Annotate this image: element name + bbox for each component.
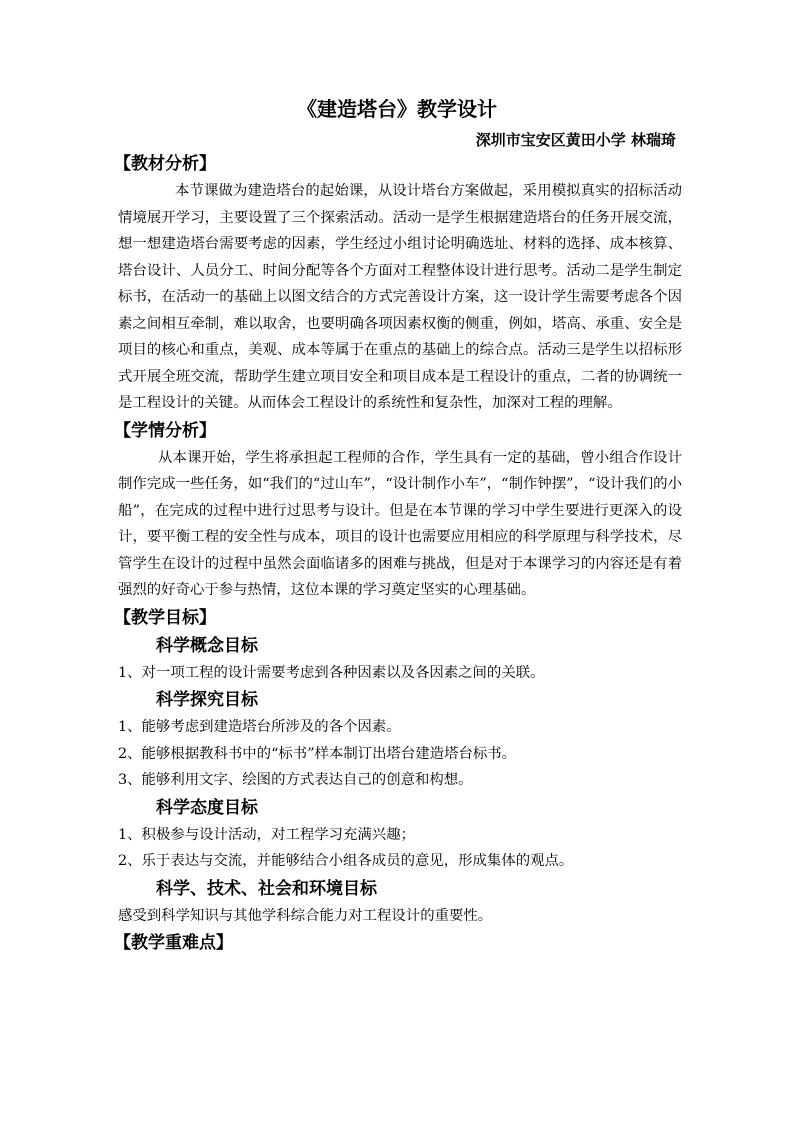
section-heading-materials: 【教材分析】 [114, 154, 216, 174]
subheading-attitude-goals: 科学态度目标 [156, 797, 258, 818]
list-item: 1、积极参与设计活动，对工程学习充满兴趣； [118, 826, 415, 843]
section-heading-keypoints: 【教学重难点】 [114, 933, 233, 953]
list-item: 2、乐于表达与交流，并能够结合小组各成员的意见，形成集体的观点。 [118, 853, 574, 869]
list-item: 3、能够利用文字、绘图的方式表达自己的创意和构想。 [118, 772, 473, 788]
list-item: 1、能够考虑到建造塔台所涉及的各个因素。 [118, 719, 401, 735]
section-heading-students: 【学情分析】 [114, 420, 216, 441]
author-line: 深圳市宝安区黄田小学 林瑞琦 [475, 131, 676, 149]
document-title: 《建造塔台》教学设计 [297, 97, 497, 121]
document-body [114, 150, 682, 957]
materials-paragraph: 本节课做为建造塔台的起始课，从设计塔台方案做起，采用模拟真实的招标活动情境展开学习，主要设置了三个探索活动。活动一是学生根据建造塔台的任务开展交流，想一想建造塔台需要考虑的因素，学生经过小组讨论明确选址、材料的选择、成本核算、塔台设计、人员分工、时间分配等各个方面对工程整体设计进行思考。活动二是学生制定标书，在活动一的基础上以图文结合的方式完善设计方案，这一设计学生需要考虑各个因素之间相互牵制，难以取舍，也要明确各项因素权衡的侧重，例如，塔高、承重、安全是项目的核心和重点，美观、成本等属于在重点的基础上的综合点。活动三是学生以招标形式开展全班交流，帮助学生建立项目安全和项目成本是工程设计的重点，二者的协调统一是工程设计的关键。从而体会工程设计的系统性和复杂性，加深对工程的理解。 [118, 183, 682, 411]
subheading-concept-goals: 科学概念目标 [156, 635, 258, 656]
list-item: 2、能够根据教科书中的“标书”样本制订出塔台建造塔台标书。 [118, 745, 517, 762]
subheading-inquiry-goals: 科学探究目标 [156, 690, 258, 710]
list-item: 感受到科学知识与其他学科综合能力对工程设计的重要性。 [118, 907, 493, 924]
list-item: 1、对一项工程的设计需要考虑到各种因素以及各因素之间的关联。 [118, 664, 545, 681]
subheading-sts-goals: 科学、技术、社会和环境目标 [156, 878, 377, 899]
section-heading-goals: 【教学目标】 [114, 607, 216, 628]
students-paragraph: 从本课开始，学生将承担起工程师的合作，学生具有一定的基础，曾小组合作设计制作完成一些任务，如“我们的“过山车”，“设计制作小车”，“制作钟摆”，“设计我们的小船”，在完成的过程中进行过思考与设计。但是在本节课的学习中学生要进行更深入的设计，要平衡工程的安全性与成本，项目的设计也需要应用相应的科学原理与科学技术，尽管学生在设计的过程中虽然会面临诸多的困难与挑战，但是对于本课学习的内容还是有着强烈的好奇心于参与热情，这位本课的学习奠定坚实的心理基础。 [118, 449, 682, 598]
